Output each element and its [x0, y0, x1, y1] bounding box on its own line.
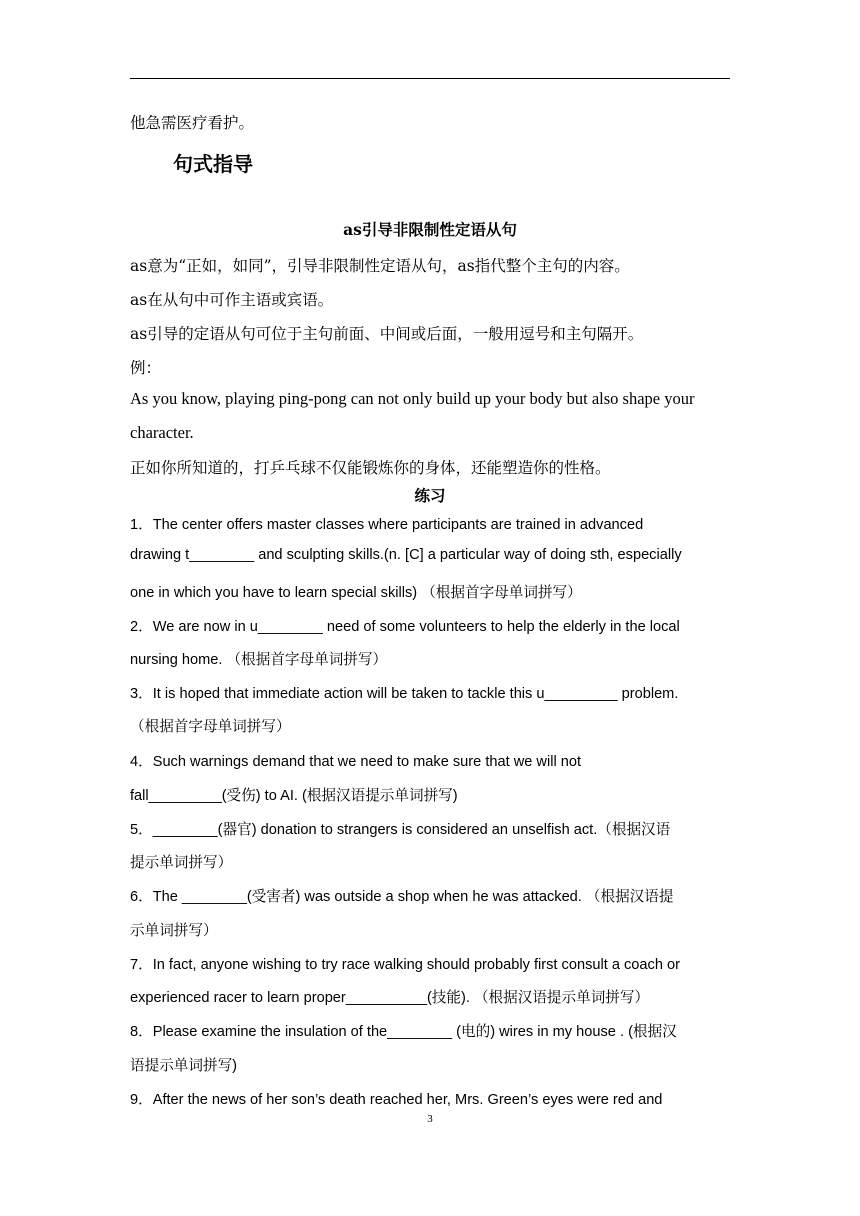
- exercise-line: 语提示单词拼写): [130, 1058, 238, 1074]
- exercise-line: 8．Please examine the insulation of the________ (电的) wires in my house . (根据汉: [130, 1024, 677, 1040]
- intro-line: 他急需医疗看护。: [130, 114, 255, 132]
- header-rule: [130, 78, 730, 79]
- exercise-line: nursing home. （根据首字母单词拼写）: [130, 652, 388, 668]
- example-chinese: 正如你所知道的，打乒乓球不仅能锻炼你的身体，还能塑造你的性格。: [130, 459, 611, 477]
- example-label: 例：: [130, 359, 162, 377]
- grammar-title: as引导非限制性定语从句: [343, 220, 517, 239]
- section-heading: 句式指导: [173, 152, 253, 176]
- exercise-line: 6．The ________(受害者) was outside a shop when he was attacked. （根据汉语提: [130, 889, 674, 905]
- exercise-line: 3．It is hoped that immediate action will be taken to tackle this u_________ problem.: [130, 686, 679, 702]
- grammar-point-2: as在从句中可作主语或宾语。: [130, 291, 334, 309]
- exercise-title: 练习: [414, 486, 446, 505]
- example-english-line-2: character.: [130, 423, 194, 442]
- exercise-line: 示单词拼写）: [130, 923, 218, 939]
- exercise-line: 1．The center offers master classes where participants are trained in advanced: [130, 517, 644, 533]
- page-number: 3: [427, 1113, 433, 1125]
- exercise-line: 提示单词拼写）: [130, 855, 233, 871]
- grammar-point-1: as意为“正如，如同”，引导非限制性定语从句，as指代整个主句的内容。: [130, 257, 630, 275]
- exercise-line: one in which you have to learn special skills) （根据首字母单词拼写）: [130, 585, 582, 601]
- exercise-line: 5．________(器官) donation to strangers is considered an unselfish act.（根据汉语: [130, 822, 671, 838]
- exercise-line: （根据首字母单词拼写）: [130, 719, 291, 735]
- exercise-line: 2．We are now in u________ need of some volunteers to help the elderly in the local: [130, 619, 680, 635]
- exercise-line: 4．Such warnings demand that we need to make sure that we will not: [130, 754, 582, 770]
- exercise-line: experienced racer to learn proper__________(技能). （根据汉语提示单词拼写）: [130, 990, 650, 1006]
- exercise-line: fall_________(受伤) to AI. (根据汉语提示单词拼写): [130, 788, 458, 804]
- exercise-line: 9．After the news of her son’s death reached her, Mrs. Green’s eyes were red and: [130, 1092, 663, 1108]
- exercise-line: 7．In fact, anyone wishing to try race walking should probably first consult a coach or: [130, 957, 680, 973]
- grammar-point-3: as引导的定语从句可位于主句前面、中间或后面，一般用逗号和主句隔开。: [130, 325, 644, 343]
- exercise-line: drawing t________ and sculpting skills.(n. [C] a particular way of doing sth, especially: [130, 547, 682, 563]
- example-english-line-1: As you know, playing ping-pong can not only build up your body but also shape your: [130, 389, 695, 408]
